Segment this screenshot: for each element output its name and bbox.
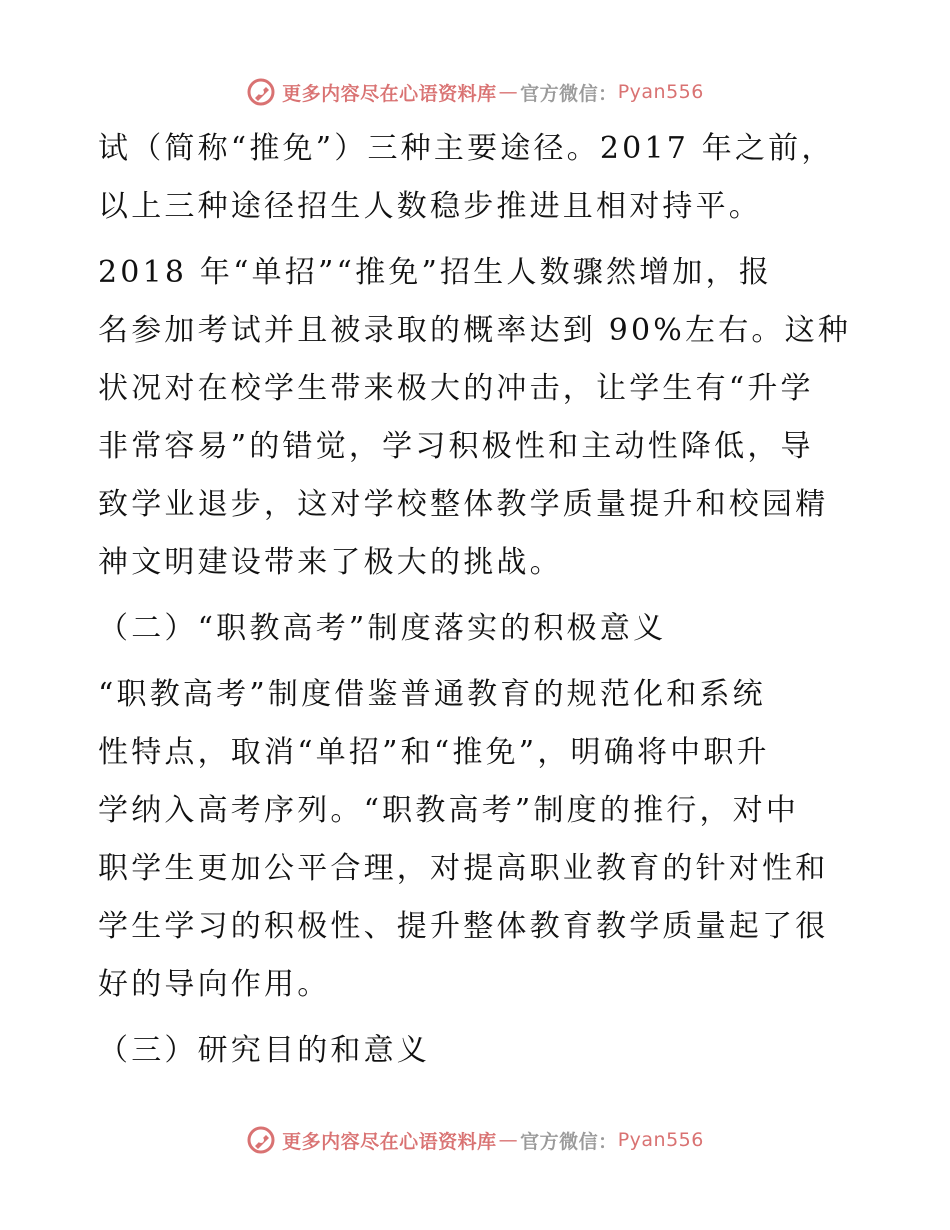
watermark-id: Pyan556 [617,81,704,103]
header-watermark [0,72,950,112]
pen-logo-icon [246,1125,276,1155]
document-body [98,120,858,1080]
watermark-subtitle: 官方微信： [520,82,618,105]
watermark-dash: — [498,1129,519,1151]
paragraph-2: 2018 年“单招”“推免”招生人数骤然增加，报 名参加考试并且被录取的概率达到 90%左右。这种 状况对在校学生带来极大的冲击，让学生有“升学 非常容易”的错觉，学习积极性和主动性降低，导 致学业退步，这对学校整体教学质量提升和校园精 神文明建设带来了极大的挑战。 [98,255,852,580]
watermark-title: 更多内容尽在心语资料库 [282,1130,497,1153]
watermark-dash: — [498,81,519,103]
watermark-subtitle: 官方微信： [520,1130,618,1153]
watermark-title: 更多内容尽在心语资料库 [282,82,497,105]
footer-watermark [0,1120,950,1160]
watermark-id: Pyan556 [617,1129,704,1151]
paragraph-1: 试（简称“推免”）三种主要途径。2017 年之前， 以上三种途径招生人数稳步推进且相对持平。 [98,131,835,224]
paragraph-3: “职教高考”制度借鉴普通教育的规范化和系统 性特点，取消“单招”和“推免”，明确将中职升 学纳入高考序列。“职教高考”制度的推行，对中 职学生更加公平合理，对提高职业教育的针对性和 学生学习的积极性、提升整体教育教学质量起了很 好的导向作用。 [98,677,829,1002]
section-heading-2: （二）“职教高考”制度落实的积极意义 [98,611,667,646]
pen-logo-icon [246,77,276,107]
section-heading-3: （三）研究目的和意义 [98,1033,430,1068]
